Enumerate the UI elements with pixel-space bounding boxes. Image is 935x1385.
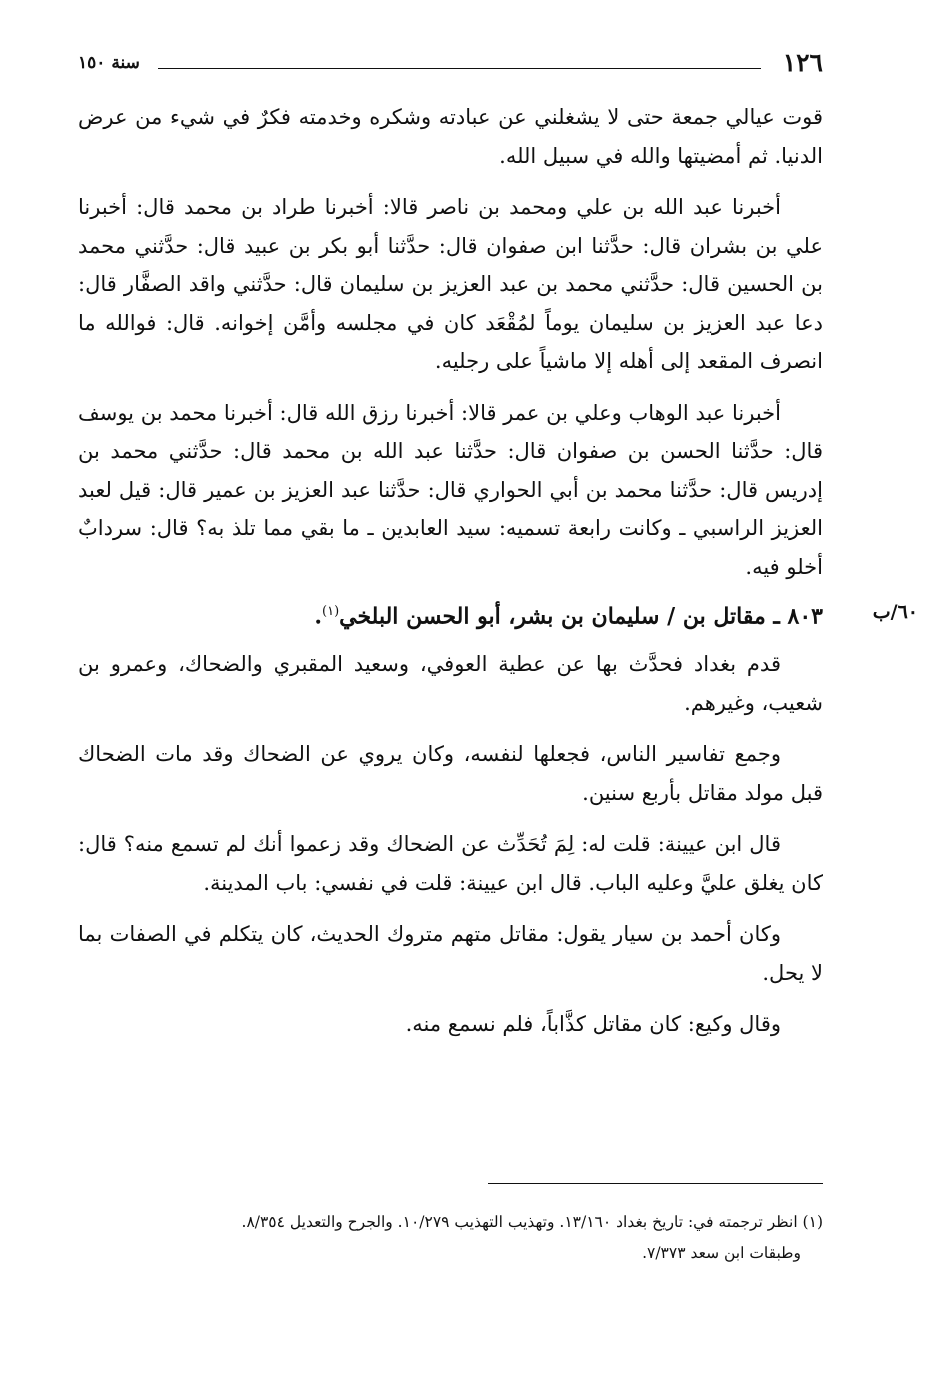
paragraph: أخبرنا عبد الوهاب وعلي بن عمر قالا: أخبرنا رزق الله قال: أخبرنا محمد بن يوسف قال: حدَّثنا الحسن بن صفوان قال: حدَّثنا عبد الله بن محمد قال: حدَّثني محمد بن إدريس قال: حدَّثنا محمد بن أبي الحواري قال: حدَّثنا عبد العزيز بن عمير قال: قيل لعبد العزيز الراسبي ـ وكانت رابعة تسميه: سيد العابدين ـ ما بقي مما تلذ به؟ قال: سردابٌ أخلو فيه.	[78, 400, 823, 579]
page-number: ١٢٦	[782, 48, 823, 77]
manuscript-folio-ref: ٦٠/ب	[872, 601, 918, 623]
paragraph: وجمع تفاسير الناس، فجعلها لنفسه، وكان يروي عن الضحاك وقد مات الضحاك قبل مولد مقاتل بأربع سنين.	[78, 742, 823, 805]
entry-title-text: ٨٠٣ ـ مقاتل بن / سليمان بن بشر، أبو الحسن البلخي	[339, 603, 823, 630]
footnote-marker: (١)	[322, 604, 340, 619]
paragraph: وقال وكيع: كان مقاتل كذَّاباً، فلم نسمع منه.	[405, 1012, 781, 1037]
footnote-rule	[488, 1183, 823, 1184]
page-header	[78, 48, 823, 78]
paragraph: قوت عيالي جمعة حتى لا يشغلني عن عبادته وشكره وخدمته فكرٌ في شيء من عرض الدنيا. ثم أمضيتها والله في سبيل الله.	[78, 105, 824, 168]
entry-title	[78, 592, 918, 636]
paragraph: وكان أحمد بن سيار يقول: مقاتل متهم متروك الحديث، كان يتكلم في الصفات بما لا يحل.	[78, 922, 823, 985]
running-head-year: سنة ١٥٠	[78, 53, 140, 73]
main-text	[78, 98, 918, 1057]
header-rule	[158, 68, 761, 69]
footnote-line: وطبقات ابن سعد ٧/٣٧٣.	[642, 1244, 801, 1262]
footnote-line: (١) انظر ترجمته في: تاريخ بغداد ١٣/١٦٠. وتهذيب التهذيب ١٠/٢٧٩. والجرح والتعديل ٨/٣٥٤.	[241, 1213, 823, 1231]
paragraph: قدم بغداد فحدَّث بها عن عطية العوفي، وسعيد المقبري والضحاك، وعمرو بن شعيب، وغيرهم.	[78, 652, 823, 715]
paragraph: قال ابن عيينة: قلت له: لِمَ تُحَدِّث عن الضحاك وقد زعموا أنك لم تسمع منه؟ قال: كان يغلق عليَّ وعليه الباب. قال ابن عيينة: قلت في نفسي: باب المدينة.	[78, 832, 823, 895]
entry-title-end: .	[314, 603, 322, 630]
paragraph: أخبرنا عبد الله بن علي ومحمد بن ناصر قالا: أخبرنا طراد بن محمد قال: أخبرنا علي بن بشران قال: حدَّثنا ابن صفوان قال: حدَّثنا أبو بكر بن عبيد قال: حدَّثني محمد بن الحسين قال: حدَّثني محمد بن عبد العزيز بن سليمان قال: حدَّثني واقد الصفَّار قال: دعا عبد العزيز بن سليمان يوماً لمُقْعَد كان في مجلسه وأمَّن إخوانه. قال: فوالله ما انصرف المقعد إلى أهله إلا ماشياً على رجليه.	[78, 195, 823, 373]
footnotes	[80, 1207, 823, 1269]
